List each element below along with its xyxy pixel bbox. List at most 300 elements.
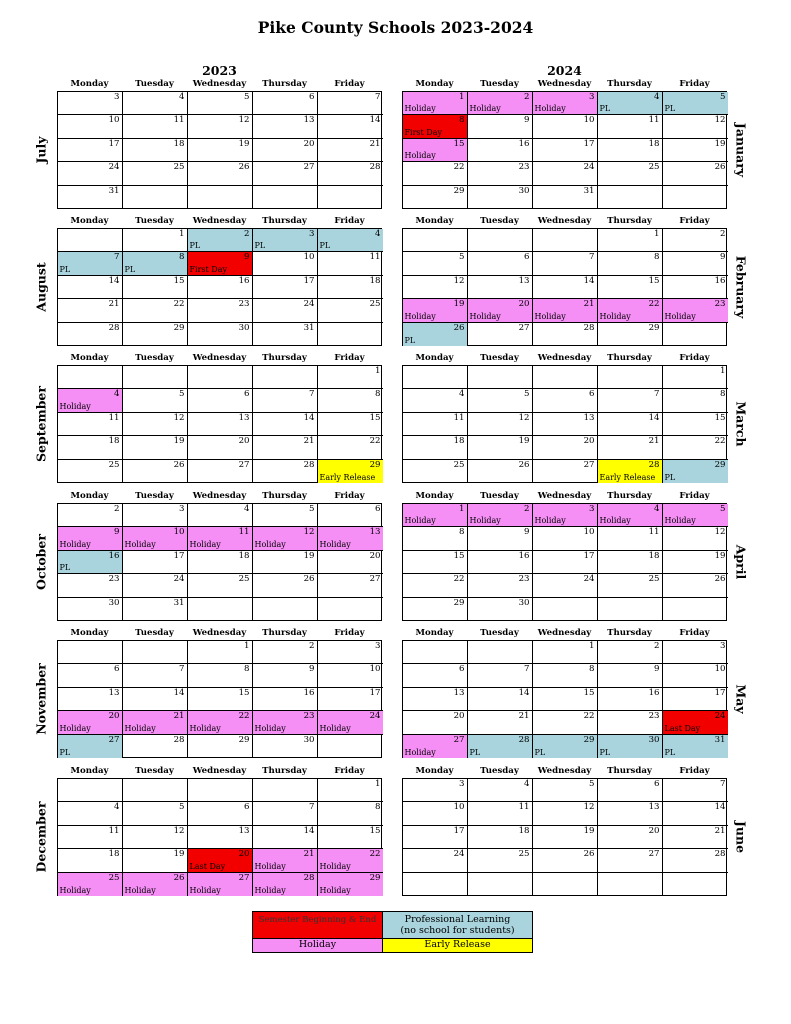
- day-cell: [253, 323, 318, 347]
- day-cell: [663, 802, 728, 826]
- day-number: 7: [375, 91, 381, 102]
- day-number: 15: [238, 687, 250, 698]
- day-number: 16: [303, 687, 315, 698]
- day-number: 14: [303, 412, 315, 423]
- day-number: 10: [583, 527, 595, 538]
- day-event-label: Holiday: [534, 516, 566, 526]
- day-number: 2: [114, 503, 120, 514]
- day-cell: [58, 802, 123, 826]
- day-number: 19: [238, 138, 250, 149]
- day-cell: [188, 252, 253, 276]
- day-number: 17: [583, 550, 595, 561]
- day-cell: [403, 711, 468, 735]
- day-cell: [188, 413, 253, 437]
- day-number: 26: [238, 162, 250, 173]
- day-event-label: Holiday: [59, 886, 91, 896]
- day-cell: [318, 849, 383, 873]
- day-cell: [663, 641, 728, 665]
- day-event-label: PL: [59, 563, 71, 573]
- day-number: 14: [303, 825, 315, 836]
- day-number: 19: [714, 138, 726, 149]
- day-number: 5: [309, 503, 315, 514]
- day-cell: [403, 826, 468, 850]
- day-cell: [123, 460, 188, 484]
- day-cell: [318, 229, 383, 253]
- day-cell: [663, 389, 728, 413]
- day-number: 23: [238, 299, 250, 310]
- day-event-label: Last Day: [664, 723, 701, 733]
- day-number: 18: [648, 550, 660, 561]
- day-number: 22: [583, 711, 595, 722]
- day-number: 18: [369, 275, 381, 286]
- day-number: 29: [369, 872, 381, 883]
- day-number: 12: [173, 412, 185, 423]
- day-cell: [318, 779, 383, 803]
- day-number: 26: [173, 872, 185, 883]
- day-number: 19: [173, 436, 185, 447]
- day-cell: [663, 366, 728, 390]
- day-cell: [468, 366, 533, 390]
- day-cell: [468, 299, 533, 323]
- day-number: 28: [583, 322, 595, 333]
- day-number: 25: [453, 459, 465, 470]
- day-cell: [123, 323, 188, 347]
- day-cell: [123, 779, 188, 803]
- day-number: 8: [375, 389, 381, 400]
- weekday-header-tuesday: Tuesday: [135, 216, 174, 226]
- day-cell: [468, 389, 533, 413]
- day-number: 19: [173, 849, 185, 860]
- day-number: 19: [453, 299, 465, 310]
- day-cell: [188, 115, 253, 139]
- day-number: 17: [453, 825, 465, 836]
- day-number: 30: [108, 597, 120, 608]
- day-cell: [123, 436, 188, 460]
- day-cell: [253, 664, 318, 688]
- day-number: 22: [369, 849, 381, 860]
- month-grid-july: [57, 91, 382, 209]
- day-cell: [123, 229, 188, 253]
- day-cell: [598, 139, 663, 163]
- day-cell: [188, 504, 253, 528]
- weekday-header-wednesday: Wednesday: [192, 628, 247, 638]
- day-cell: [663, 779, 728, 803]
- day-event-label: Holiday: [254, 723, 286, 733]
- month-name-november: November: [33, 663, 49, 735]
- day-number: 5: [720, 503, 726, 514]
- day-cell: [598, 92, 663, 116]
- day-number: 25: [108, 459, 120, 470]
- day-number: 11: [108, 825, 120, 836]
- day-number: 1: [459, 91, 465, 102]
- day-cell: [318, 436, 383, 460]
- day-number: 23: [108, 574, 120, 585]
- day-number: 27: [583, 459, 595, 470]
- day-number: 12: [714, 527, 726, 538]
- day-number: 5: [720, 91, 726, 102]
- day-cell: [598, 641, 663, 665]
- day-cell: [598, 299, 663, 323]
- day-number: 4: [114, 802, 120, 813]
- day-cell: [58, 527, 123, 551]
- day-cell: [663, 664, 728, 688]
- day-cell: [598, 802, 663, 826]
- day-event-label: First Day: [404, 127, 442, 137]
- day-cell: [58, 366, 123, 390]
- day-cell: [533, 504, 598, 528]
- year-2024-label: 2024: [547, 63, 582, 78]
- day-event-label: Holiday: [599, 516, 631, 526]
- day-number: 19: [714, 550, 726, 561]
- day-number: 20: [108, 711, 120, 722]
- day-event-label: Holiday: [254, 861, 286, 871]
- day-number: 10: [173, 527, 185, 538]
- day-cell: [468, 826, 533, 850]
- day-cell: [188, 574, 253, 598]
- day-number: 31: [108, 185, 120, 196]
- day-number: 20: [369, 550, 381, 561]
- day-number: 17: [173, 550, 185, 561]
- day-number: 25: [648, 574, 660, 585]
- day-event-label: First Day: [189, 264, 227, 274]
- day-cell: [253, 139, 318, 163]
- day-cell: [188, 873, 253, 897]
- day-cell: [663, 460, 728, 484]
- weekday-header-friday: Friday: [334, 353, 365, 363]
- day-number: 23: [303, 711, 315, 722]
- weekday-header-friday: Friday: [334, 216, 365, 226]
- day-number: 13: [108, 687, 120, 698]
- day-number: 29: [238, 734, 250, 745]
- day-event-label: PL: [404, 336, 416, 346]
- day-cell: [533, 299, 598, 323]
- day-number: 12: [583, 802, 595, 813]
- day-cell: [318, 598, 383, 622]
- day-number: 30: [303, 734, 315, 745]
- day-cell: [123, 826, 188, 850]
- day-number: 10: [453, 802, 465, 813]
- day-number: 19: [303, 550, 315, 561]
- month-grid-may: [402, 640, 727, 758]
- day-number: 3: [309, 228, 315, 239]
- day-number: 18: [648, 138, 660, 149]
- day-cell: [188, 186, 253, 210]
- day-cell: [598, 366, 663, 390]
- day-cell: [468, 252, 533, 276]
- day-number: 13: [648, 802, 660, 813]
- day-cell: [123, 735, 188, 759]
- day-event-label: Holiday: [664, 311, 696, 321]
- day-number: 28: [714, 849, 726, 860]
- day-cell: [318, 504, 383, 528]
- day-cell: [663, 711, 728, 735]
- day-cell: [403, 873, 468, 897]
- day-number: 6: [589, 389, 595, 400]
- weekday-header-tuesday: Tuesday: [135, 353, 174, 363]
- day-number: 18: [238, 550, 250, 561]
- day-number: 26: [714, 574, 726, 585]
- weekday-header-thursday: Thursday: [262, 353, 307, 363]
- day-number: 4: [654, 503, 660, 514]
- day-cell: [533, 252, 598, 276]
- weekday-header-thursday: Thursday: [607, 353, 652, 363]
- day-number: 14: [173, 687, 185, 698]
- day-cell: [663, 504, 728, 528]
- day-cell: [403, 460, 468, 484]
- weekday-header-wednesday: Wednesday: [537, 353, 592, 363]
- day-number: 8: [459, 527, 465, 538]
- day-number: 1: [179, 228, 185, 239]
- legend-semester-swatch: [253, 912, 383, 939]
- day-cell: [188, 162, 253, 186]
- day-event-label: Holiday: [189, 723, 221, 733]
- month-grid-november: [57, 640, 382, 758]
- day-number: 9: [524, 527, 530, 538]
- day-number: 24: [173, 574, 185, 585]
- day-cell: [318, 527, 383, 551]
- day-cell: [598, 574, 663, 598]
- day-number: 13: [238, 825, 250, 836]
- day-cell: [123, 366, 188, 390]
- day-number: 5: [179, 802, 185, 813]
- weekday-header-wednesday: Wednesday: [537, 628, 592, 638]
- weekday-header-monday: Monday: [415, 766, 454, 776]
- day-number: 18: [518, 825, 530, 836]
- day-cell: [468, 849, 533, 873]
- day-cell: [403, 598, 468, 622]
- day-number: 22: [173, 299, 185, 310]
- day-number: 12: [453, 275, 465, 286]
- day-number: 16: [518, 550, 530, 561]
- day-cell: [468, 664, 533, 688]
- weekday-header-tuesday: Tuesday: [135, 766, 174, 776]
- day-cell: [533, 779, 598, 803]
- day-cell: [533, 849, 598, 873]
- day-cell: [468, 598, 533, 622]
- day-cell: [663, 299, 728, 323]
- day-cell: [663, 436, 728, 460]
- day-cell: [663, 323, 728, 347]
- weekday-header-wednesday: Wednesday: [192, 353, 247, 363]
- day-event-label: Holiday: [254, 886, 286, 896]
- weekday-header-friday: Friday: [679, 353, 710, 363]
- day-cell: [253, 641, 318, 665]
- day-cell: [58, 873, 123, 897]
- day-event-label: PL: [664, 748, 676, 758]
- day-cell: [533, 366, 598, 390]
- day-number: 28: [303, 872, 315, 883]
- day-number: 23: [648, 711, 660, 722]
- day-cell: [598, 460, 663, 484]
- day-cell: [253, 826, 318, 850]
- legend-pl-label: Professional Learning: [404, 914, 511, 925]
- day-cell: [318, 186, 383, 210]
- day-number: 27: [518, 322, 530, 333]
- day-cell: [188, 735, 253, 759]
- day-cell: [58, 92, 123, 116]
- day-cell: [598, 711, 663, 735]
- day-event-label: Holiday: [59, 723, 91, 733]
- legend-early-swatch: [383, 939, 532, 952]
- day-cell: [188, 641, 253, 665]
- day-event-label: PL: [469, 748, 481, 758]
- day-cell: [58, 186, 123, 210]
- month-name-january: January: [733, 122, 749, 178]
- day-number: 28: [369, 162, 381, 173]
- day-event-label: Holiday: [319, 723, 351, 733]
- day-number: 24: [583, 162, 595, 173]
- day-number: 7: [720, 778, 726, 789]
- legend-pl-sublabel: (no school for students): [400, 925, 515, 936]
- day-event-label: Holiday: [404, 516, 436, 526]
- day-cell: [663, 527, 728, 551]
- day-number: 4: [244, 503, 250, 514]
- day-number: 11: [518, 802, 530, 813]
- day-number: 7: [309, 389, 315, 400]
- weekday-header-wednesday: Wednesday: [192, 491, 247, 501]
- day-event-label: Holiday: [59, 401, 91, 411]
- day-event-label: PL: [59, 748, 71, 758]
- legend-holiday-label: Holiday: [298, 939, 337, 950]
- day-number: 26: [518, 459, 530, 470]
- day-number: 31: [714, 734, 726, 745]
- day-cell: [468, 436, 533, 460]
- day-cell: [188, 527, 253, 551]
- day-cell: [253, 735, 318, 759]
- day-cell: [663, 826, 728, 850]
- day-number: 11: [238, 527, 250, 538]
- day-event-label: Holiday: [599, 311, 631, 321]
- day-number: 31: [173, 597, 185, 608]
- day-number: 31: [303, 322, 315, 333]
- day-cell: [598, 229, 663, 253]
- day-event-label: Holiday: [319, 861, 351, 871]
- day-cell: [123, 504, 188, 528]
- month-grid-january: [402, 91, 727, 209]
- day-cell: [188, 389, 253, 413]
- day-number: 15: [173, 275, 185, 286]
- day-cell: [598, 323, 663, 347]
- day-cell: [403, 664, 468, 688]
- weekday-header-monday: Monday: [415, 491, 454, 501]
- day-number: 3: [720, 640, 726, 651]
- day-number: 15: [648, 275, 660, 286]
- day-number: 26: [583, 849, 595, 860]
- day-number: 1: [654, 228, 660, 239]
- day-number: 7: [114, 252, 120, 263]
- day-number: 2: [309, 640, 315, 651]
- day-cell: [598, 504, 663, 528]
- day-number: 18: [108, 436, 120, 447]
- month-name-february: February: [733, 255, 749, 319]
- weekday-header-thursday: Thursday: [607, 628, 652, 638]
- day-number: 2: [654, 640, 660, 651]
- day-cell: [123, 802, 188, 826]
- day-number: 15: [583, 687, 595, 698]
- day-cell: [533, 802, 598, 826]
- weekday-header-tuesday: Tuesday: [480, 216, 519, 226]
- day-cell: [253, 436, 318, 460]
- day-number: 12: [714, 115, 726, 126]
- day-cell: [403, 366, 468, 390]
- weekday-header-friday: Friday: [679, 79, 710, 89]
- day-cell: [468, 735, 533, 759]
- day-number: 21: [173, 711, 185, 722]
- day-number: 23: [518, 574, 530, 585]
- day-event-label: PL: [664, 104, 676, 114]
- day-cell: [253, 779, 318, 803]
- day-number: 30: [518, 597, 530, 608]
- day-cell: [533, 276, 598, 300]
- day-cell: [123, 688, 188, 712]
- day-number: 22: [453, 574, 465, 585]
- legend-pl-swatch: [383, 912, 532, 939]
- month-name-august: August: [33, 262, 49, 312]
- legend-early-label: Early Release: [424, 939, 491, 950]
- day-cell: [533, 551, 598, 575]
- day-number: 18: [453, 436, 465, 447]
- day-cell: [318, 688, 383, 712]
- weekday-header-wednesday: Wednesday: [537, 766, 592, 776]
- day-number: 12: [173, 825, 185, 836]
- day-number: 3: [459, 778, 465, 789]
- day-number: 1: [244, 640, 250, 651]
- day-number: 24: [108, 162, 120, 173]
- day-event-label: PL: [534, 748, 546, 758]
- month-grid-february: [402, 228, 727, 346]
- day-number: 22: [238, 711, 250, 722]
- day-event-label: Holiday: [124, 723, 156, 733]
- day-number: 7: [654, 389, 660, 400]
- day-number: 17: [303, 275, 315, 286]
- day-cell: [123, 115, 188, 139]
- weekday-header-wednesday: Wednesday: [192, 79, 247, 89]
- day-cell: [188, 826, 253, 850]
- day-number: 27: [303, 162, 315, 173]
- day-cell: [58, 139, 123, 163]
- weekday-header-friday: Friday: [679, 216, 710, 226]
- day-number: 15: [453, 550, 465, 561]
- weekday-header-monday: Monday: [415, 353, 454, 363]
- day-cell: [58, 323, 123, 347]
- day-cell: [253, 413, 318, 437]
- day-number: 13: [303, 115, 315, 126]
- day-number: 12: [303, 527, 315, 538]
- day-cell: [598, 186, 663, 210]
- day-cell: [468, 162, 533, 186]
- day-cell: [598, 115, 663, 139]
- day-number: 20: [453, 711, 465, 722]
- day-number: 26: [714, 162, 726, 173]
- day-cell: [468, 186, 533, 210]
- day-event-label: Holiday: [404, 311, 436, 321]
- day-cell: [123, 92, 188, 116]
- day-number: 17: [108, 138, 120, 149]
- day-event-label: Holiday: [319, 539, 351, 549]
- day-cell: [533, 229, 598, 253]
- day-number: 7: [309, 802, 315, 813]
- weekday-header-thursday: Thursday: [607, 216, 652, 226]
- day-cell: [123, 711, 188, 735]
- weekday-header-tuesday: Tuesday: [480, 353, 519, 363]
- day-number: 25: [518, 849, 530, 860]
- day-number: 15: [714, 412, 726, 423]
- weekday-header-thursday: Thursday: [607, 79, 652, 89]
- day-cell: [468, 139, 533, 163]
- day-cell: [598, 413, 663, 437]
- day-cell: [403, 688, 468, 712]
- day-cell: [253, 186, 318, 210]
